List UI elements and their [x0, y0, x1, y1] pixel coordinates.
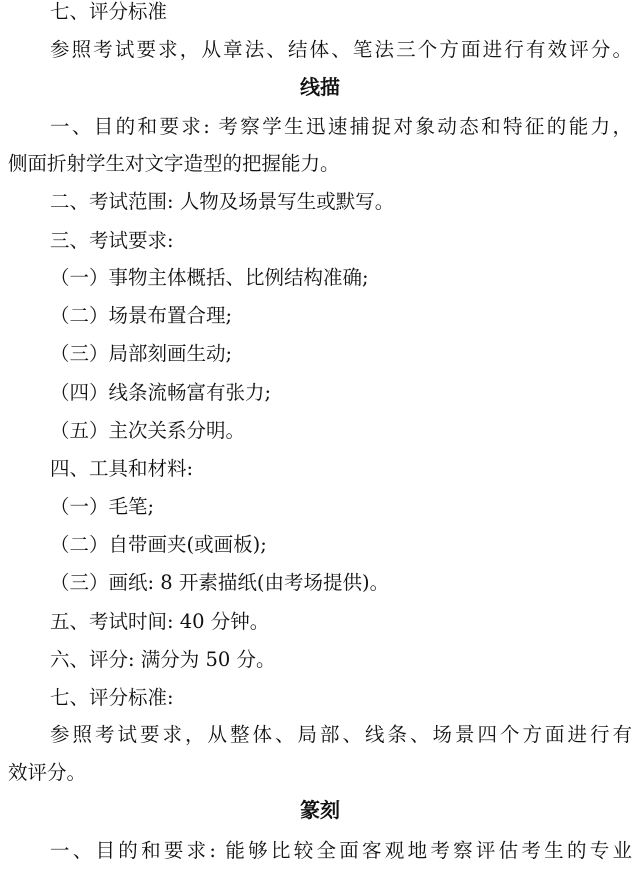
exam-scope: 二、考试范围: 人物及场景写生或默写。 [50, 190, 395, 213]
seal-purpose-requirement-line-1: 一、目的和要求: 能够比较全面客观地考察评估考生的专业 [50, 839, 632, 862]
section-title-seal-carving: 篆刻 [300, 798, 340, 822]
scoring-standard-text-calligraphy: 参照考试要求，从章法、结体、笔法三个方面进行有效评分。 [50, 38, 632, 61]
scoring-full-marks: 六、评分: 满分为 50 分。 [50, 648, 276, 671]
scoring-standard-heading-calligraphy: 七、评分标准 [50, 0, 168, 23]
scoring-standard-heading-line-drawing: 七、评分标准: [50, 686, 174, 709]
scoring-standard-text-line-1: 参照考试要求，从整体、局部、线条、场景四个方面进行有 [50, 723, 632, 746]
purpose-requirement-line-2: 侧面折射学生对文字造型的把握能力。 [8, 152, 340, 175]
tools-item-3: （三）画纸: 8 开素描纸(由考场提供)。 [50, 571, 390, 594]
purpose-requirement-line-1: 一、目的和要求: 考察学生迅速捕捉对象动态和特征的能力， [50, 115, 632, 138]
requirement-item-4: （四）线条流畅富有张力; [50, 381, 272, 404]
requirement-item-1: （一）事物主体概括、比例结构准确; [50, 266, 369, 289]
requirement-item-5: （五）主次关系分明。 [50, 419, 246, 442]
tools-item-1: （一）毛笔; [50, 495, 155, 518]
exam-time: 五、考试时间: 40 分钟。 [50, 610, 270, 633]
requirement-item-3: （三）局部刻画生动; [50, 342, 233, 365]
requirement-item-2: （二）场景布置合理; [50, 304, 233, 327]
tools-item-2: （二）自带画夹(或画板); [50, 533, 267, 556]
exam-requirements-heading: 三、考试要求: [50, 229, 174, 252]
section-title-line-drawing: 线描 [300, 75, 340, 99]
scoring-standard-text-line-2: 效评分。 [8, 761, 87, 784]
tools-materials-heading: 四、工具和材料: [50, 457, 194, 480]
